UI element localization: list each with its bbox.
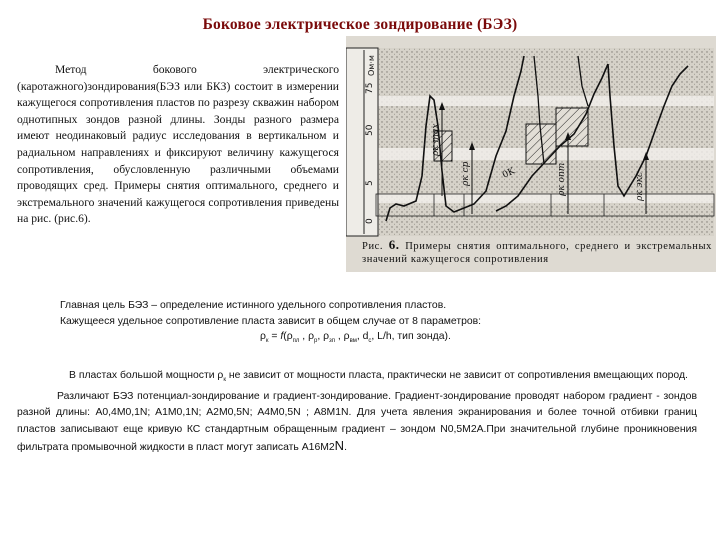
figure-caption (362, 239, 712, 266)
para1-sub: к (223, 377, 226, 384)
formula-sub: зп (329, 338, 336, 345)
axis-tick-0: 0 (365, 218, 375, 224)
label-rho-ext: ρк экс (635, 172, 645, 201)
paragraph-2 (17, 389, 697, 457)
para2-a: Различают БЭЗ потенциал-зондирование и градиент-зондирование. Градиент-зондирование проводят набором градиент - зондов разной длины: A0,4M0,1N; A1M0,1N; A2M0,5N; A4M0,5N ; A8M1N. Для учета явления экранирования и более точной отбивки границ пластов записывают еще кривую КС стандартным обращенным градиент – зондом N0,5M2A.При значительной глубине проникновения фильтрата промывочной жидкости в пласт могут записать A16M2 (17, 390, 697, 454)
para1-b: не зависит от мощности пласта, практически не зависит от сопротивления вмещающих пород. (225, 370, 688, 381)
formula (260, 331, 560, 344)
axis-tick-50: 50 (365, 124, 375, 136)
para2-end: . (344, 442, 347, 454)
figure-6 (346, 36, 716, 272)
formula-eq: = (268, 331, 281, 342)
caption-prefix: Рис. (362, 241, 384, 252)
axis-tick-75: 75 (365, 82, 375, 94)
formula-sub: пл (292, 338, 300, 345)
main-goal-text: Главная цель БЭЗ – определение истинного удельного сопротивления пластов. (60, 300, 447, 311)
formula-tail: , L/h, тип зонда). (371, 331, 451, 342)
para1-a: В пластах большой мощности ρ (69, 370, 224, 381)
formula-sub: вм (349, 338, 357, 345)
label-rho-max: ρк max (431, 123, 441, 156)
formula-part: (ρ (283, 331, 293, 342)
caption-number: 6. (388, 237, 400, 252)
goal-block (60, 298, 700, 330)
formula-sub: с (368, 338, 372, 345)
label-rho-ksr: ρк ср (461, 161, 471, 186)
formula-part: , d (356, 331, 369, 342)
formula-part: , ρ (299, 331, 314, 342)
axis-unit: Ом·м (367, 55, 376, 76)
formula-f: f (280, 331, 284, 342)
formula-part: , ρ (317, 331, 330, 342)
formula-part: , ρ (335, 331, 350, 342)
layer-band (376, 194, 714, 203)
axis-tick-5: 5 (365, 180, 375, 186)
paragraph-1 (17, 368, 697, 389)
hatched-area-2 (556, 108, 588, 146)
body-text (17, 368, 697, 457)
resistivity-curves-diagram (346, 36, 716, 272)
para2-n: N (334, 438, 345, 454)
caption-text: Примеры снятия оптимального, среднего и экстремальных значений кажущегося сопротивления (362, 241, 712, 265)
formula-lhs: ρ (260, 331, 266, 342)
intro-paragraph: Метод бокового электрического (каротажного)зондирования(БЭЗ или БКЗ) состоит в измерении кажущегося сопротивления пластов по разрезу скважин набором однотипных зондов разной длины. Зонды разного размера имеют неодинаковый радиус исследования в вертикальном и радиальном направлениях и фиксируют величину кажущегося сопротивления, обусловленную различными объемами проводящих сред. Примеры снятия оптимального, среднего и экстремального значений кажущегося сопротивления приведены на рис. (рис.6). (17, 63, 339, 226)
label-rho-opt: ρк опт (557, 162, 567, 196)
dependency-text: Кажущееся удельное сопротивление пласта зависит в общем случае от 8 параметров: (60, 316, 482, 327)
slide-title: Боковое электрическое зондирование (БЭЗ) (202, 16, 518, 33)
label-ok: 0K (501, 166, 517, 181)
layer-band (376, 96, 714, 106)
formula-sub: р (313, 338, 318, 345)
formula-lhs-sub: к (265, 338, 269, 345)
